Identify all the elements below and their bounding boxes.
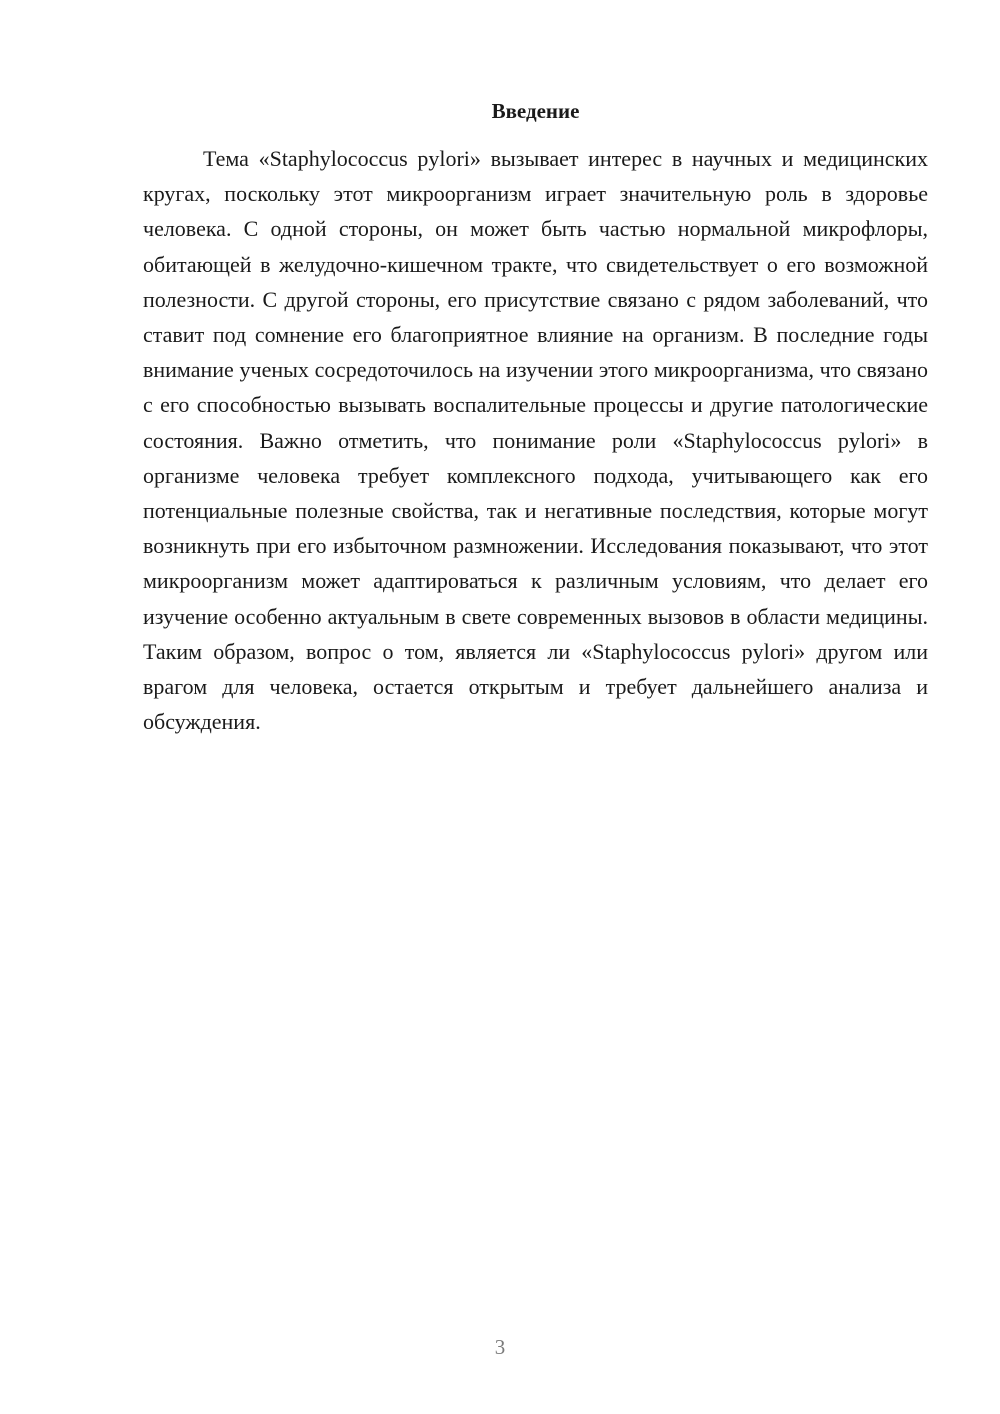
introduction-paragraph: Тема «Staphylococcus pylori» вызывает интерес в научных и медицинских кругах, поскольку этот микроорганизм играет значительную роль в здоровье человека. С одной стороны, он может быть частью нормальной микрофлоры, обитающей в желудочно-кишечном тракте, что свидетельствует о его возможной полезности. С другой стороны, его присутствие связано с рядом заболеваний, что ставит под сомнение его благоприятное влияние на организм. В последние годы внимание ученых сосредоточилось на изучении этого микроорганизма, что связано с его способностью вызывать воспалительные процессы и другие патологические состояния. Важно отметить, что понимание роли «Staphylococcus pylori» в организме человека требует комплексного подхода, учитывающего как его потенциальные полезные свойства, так и негативные последствия, которые могут возникнуть при его избыточном размножении. Исследования показывают, что этот микроорганизм может адаптироваться к различным условиям, что делает его изучение особенно актуальным в свете современных вызовов в области медицины. Таким образом, вопрос о том, является ли «Staphylococcus pylori» другом или врагом для человека, остается открытым и требует дальнейшего анализа и обсуждения. — [143, 146, 928, 735]
section-heading: Введение — [491, 99, 580, 123]
page-number: 3 — [494, 1335, 506, 1359]
